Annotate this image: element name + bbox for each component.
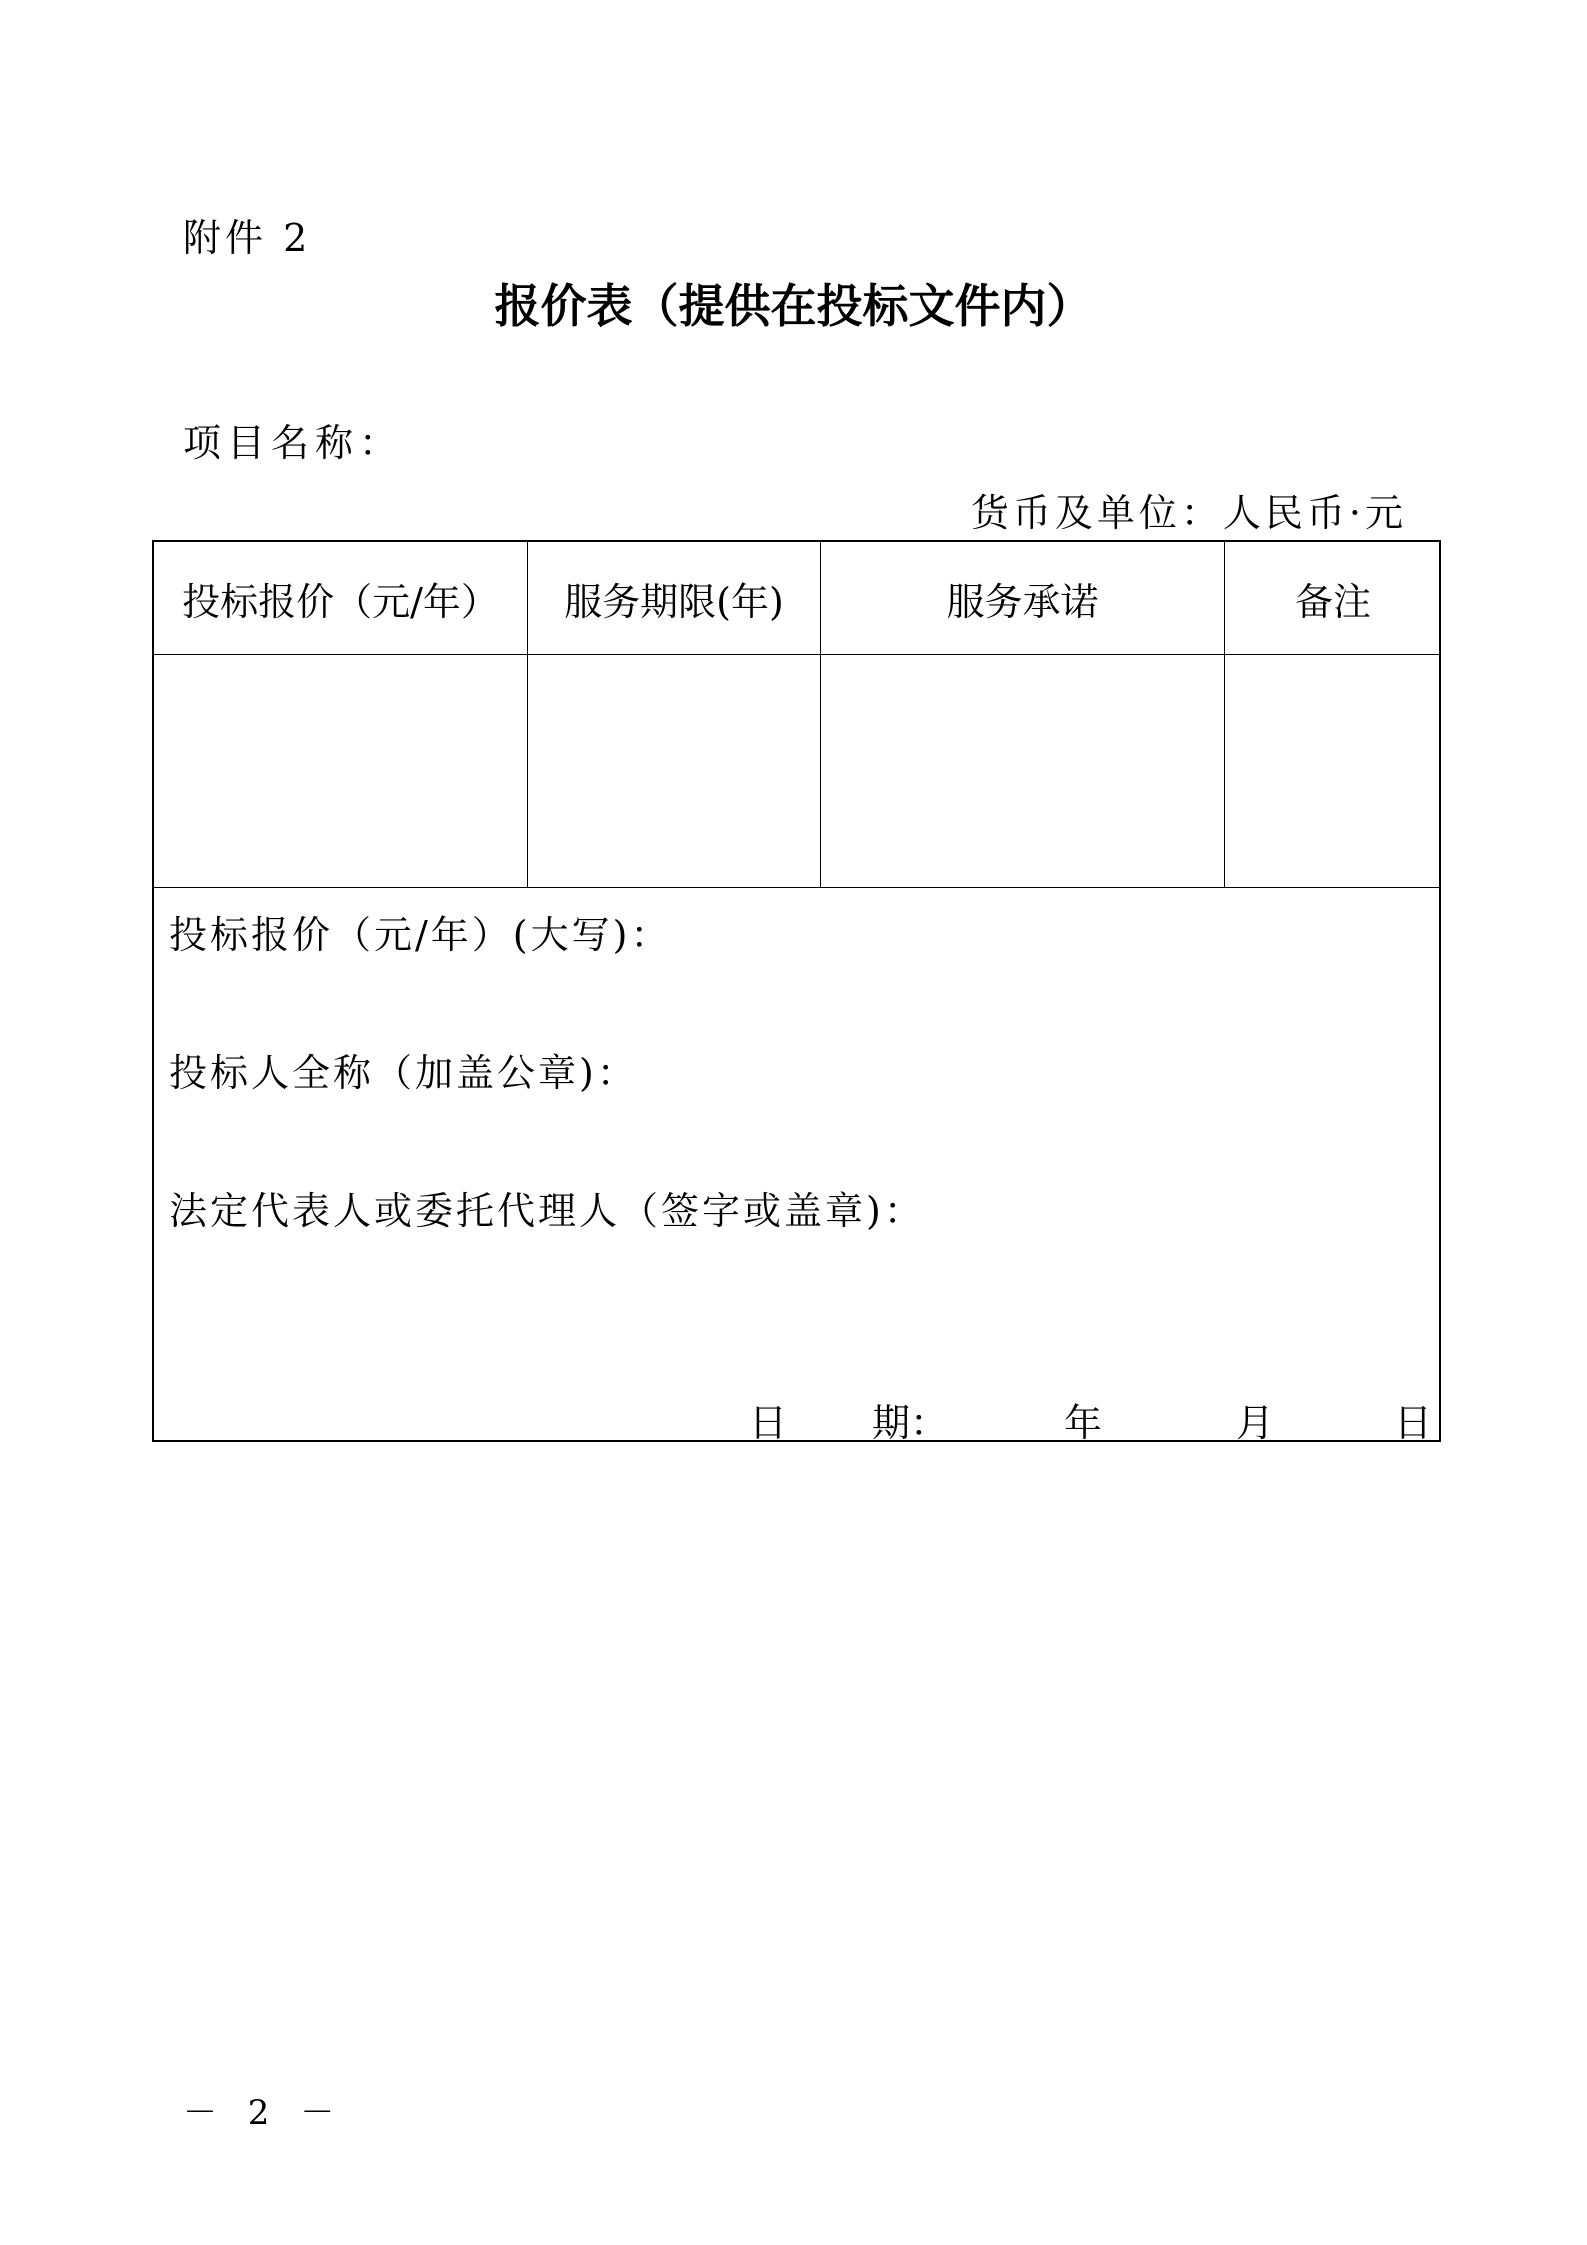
month-label: 月	[1236, 1401, 1275, 1445]
header-service-commitment: 服务承诺	[946, 580, 1099, 624]
row-divider	[154, 887, 1439, 888]
header-remarks: 备注	[1294, 580, 1371, 624]
attachment-label: 附件 2	[183, 216, 312, 260]
representative-label: 法定代表人或委托代理人（签字或盖章)：	[169, 1189, 925, 1233]
header-bid-price: 投标报价（元/年）	[182, 580, 499, 624]
bidder-name-label: 投标人全称（加盖公章)：	[169, 1051, 638, 1095]
year-label: 年	[1064, 1401, 1103, 1445]
page-number: － 2 －	[183, 2093, 345, 2133]
bid-price-uppercase-label: 投标报价（元/年）(大写)：	[169, 913, 672, 957]
project-name-label: 项目名称：	[183, 421, 404, 465]
page-title: 报价表（提供在投标文件内）	[494, 279, 1093, 333]
date-label-1: 日	[749, 1401, 788, 1445]
quotation-table	[152, 540, 1441, 1445]
header-service-period: 服务期限(年)	[564, 580, 784, 624]
date-label-2: 期：	[872, 1401, 949, 1445]
currency-label: 货币及单位：人民币·元	[970, 491, 1407, 535]
day-label: 日	[1394, 1401, 1433, 1445]
